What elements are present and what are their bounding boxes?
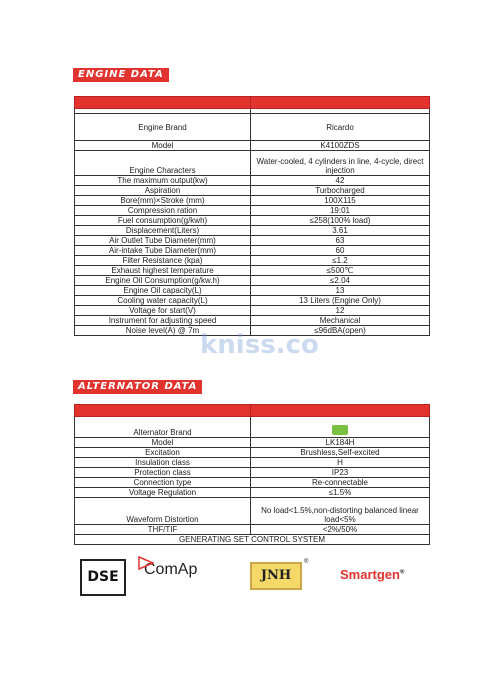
row-value: 13 [251,286,430,296]
row-value: 3.61 [251,226,430,236]
row-label: Compression ration [75,206,251,216]
jnh-registered-mark: ® [304,559,309,565]
table-row [75,176,430,186]
row-label: Insulation class [75,458,251,468]
row-label: Engine Brand [75,114,251,141]
row-value: ≤1.2 [251,256,430,266]
table-row [75,458,430,468]
table-row [75,151,430,176]
row-label: Connection type [75,478,251,488]
watermark: kniss.co [200,330,319,360]
row-value: 19:01 [251,206,430,216]
table-row [75,296,430,306]
table-row [75,448,430,458]
row-label: The maximum output(kw) [75,176,251,186]
row-label: Cooling water capacity(L) [75,296,251,306]
table-row [75,226,430,236]
row-value: 42 [251,176,430,186]
row-label: Protection class [75,468,251,478]
row-value: 13 Liters (Engine Only) [251,296,430,306]
table-row [75,256,430,266]
row-value: ≤258(100% load) [251,216,430,226]
row-value: Brushless,Self-excited [251,448,430,458]
comap-mark-icon [138,556,154,570]
table-row [75,196,430,206]
row-value: Ricardo [251,114,430,141]
row-value: H [251,458,430,468]
table-row [75,141,430,151]
row-label: Noise level(A) @ 7m [75,326,251,336]
table-row [75,468,430,478]
row-value: 63 [251,236,430,246]
row-label: Model [75,141,251,151]
table-row [75,186,430,196]
table-row [75,286,430,296]
alternator-data-table [74,404,430,545]
row-value: LK184H [251,438,430,448]
alternator-logo-icon [332,425,348,435]
table-row [75,417,430,438]
table-row [75,246,430,256]
row-label: Engine Oil capacity(L) [75,286,251,296]
control-system-row [75,535,430,545]
jnh-logo: JNH [250,562,302,590]
row-value: ≤1.5% [251,488,430,498]
row-label: Air Outlet Tube Diameter(mm) [75,236,251,246]
row-value: K4100ZDS [251,141,430,151]
row-value: 100X115 [251,196,430,206]
row-label: Voltage Regulation [75,488,251,498]
row-value: 12 [251,306,430,316]
table-header-row [75,405,430,417]
smartgen-logo-text: Smartgen [340,567,400,582]
row-label: Voltage for start(V) [75,306,251,316]
table-header-row [75,97,430,109]
row-label: Bore(mm)×Stroke (mm) [75,196,251,206]
row-label: Engine Characters [75,151,251,176]
table-row [75,525,430,535]
row-value: ≤2.04 [251,276,430,286]
row-value: No load<1.5%,non-distorting balanced linear load<5% [251,498,430,525]
row-label: Model [75,438,251,448]
table-row [75,276,430,286]
row-label: Engine Oil Consumption(g/kw.h) [75,276,251,286]
table-row [75,306,430,316]
table-row [75,114,430,141]
row-label: Displacement(Liters) [75,226,251,236]
row-label: Waveform Distortion [75,498,251,525]
row-value: ≤96dBA(open) [251,326,430,336]
control-system-label: GENERATING SET CONTROL SYSTEM [75,535,430,545]
table-row [75,488,430,498]
table-row [75,206,430,216]
table-row [75,478,430,488]
comap-logo [144,561,197,579]
row-value: Water-cooled, 4 cylinders in line, 4-cycle, direct injection [251,151,430,176]
engine-data-table [74,96,430,336]
engine-data-header: ENGINE DATA [73,68,169,82]
row-value: ≤500℃ [251,266,430,276]
row-label: Air-intake Tube Diameter(mm) [75,246,251,256]
row-label: Exhaust highest temperature [75,266,251,276]
row-label: Instrument for adjusting speed [75,316,251,326]
row-label: Excitation [75,448,251,458]
table-row [75,216,430,226]
row-value: Re-connectable [251,478,430,488]
alternator-brand-logo [251,417,430,438]
row-label: Fuel consumption(g/kwh) [75,216,251,226]
table-row [75,236,430,246]
row-value: Turbocharged [251,186,430,196]
smartgen-registered-mark: ® [399,569,405,576]
table-row [75,266,430,276]
table-row [75,438,430,448]
table-row [75,498,430,525]
table-row [75,326,430,336]
row-label: Aspiration [75,186,251,196]
comap-logo-text: ComAp [144,561,198,578]
row-value: Mechanical [251,316,430,326]
row-label: THF/TIF [75,525,251,535]
table-row [75,316,430,326]
row-label: Filter Resistance (kpa) [75,256,251,266]
row-label: Alternator Brand [75,417,251,438]
row-value: IP23 [251,468,430,478]
smartgen-logo [340,567,404,582]
dse-logo: DSE [80,559,126,596]
row-value: <2%/50% [251,525,430,535]
control-system-logos [80,557,426,612]
alternator-data-header: ALTERNATOR DATA [73,380,202,394]
row-value: 60 [251,246,430,256]
